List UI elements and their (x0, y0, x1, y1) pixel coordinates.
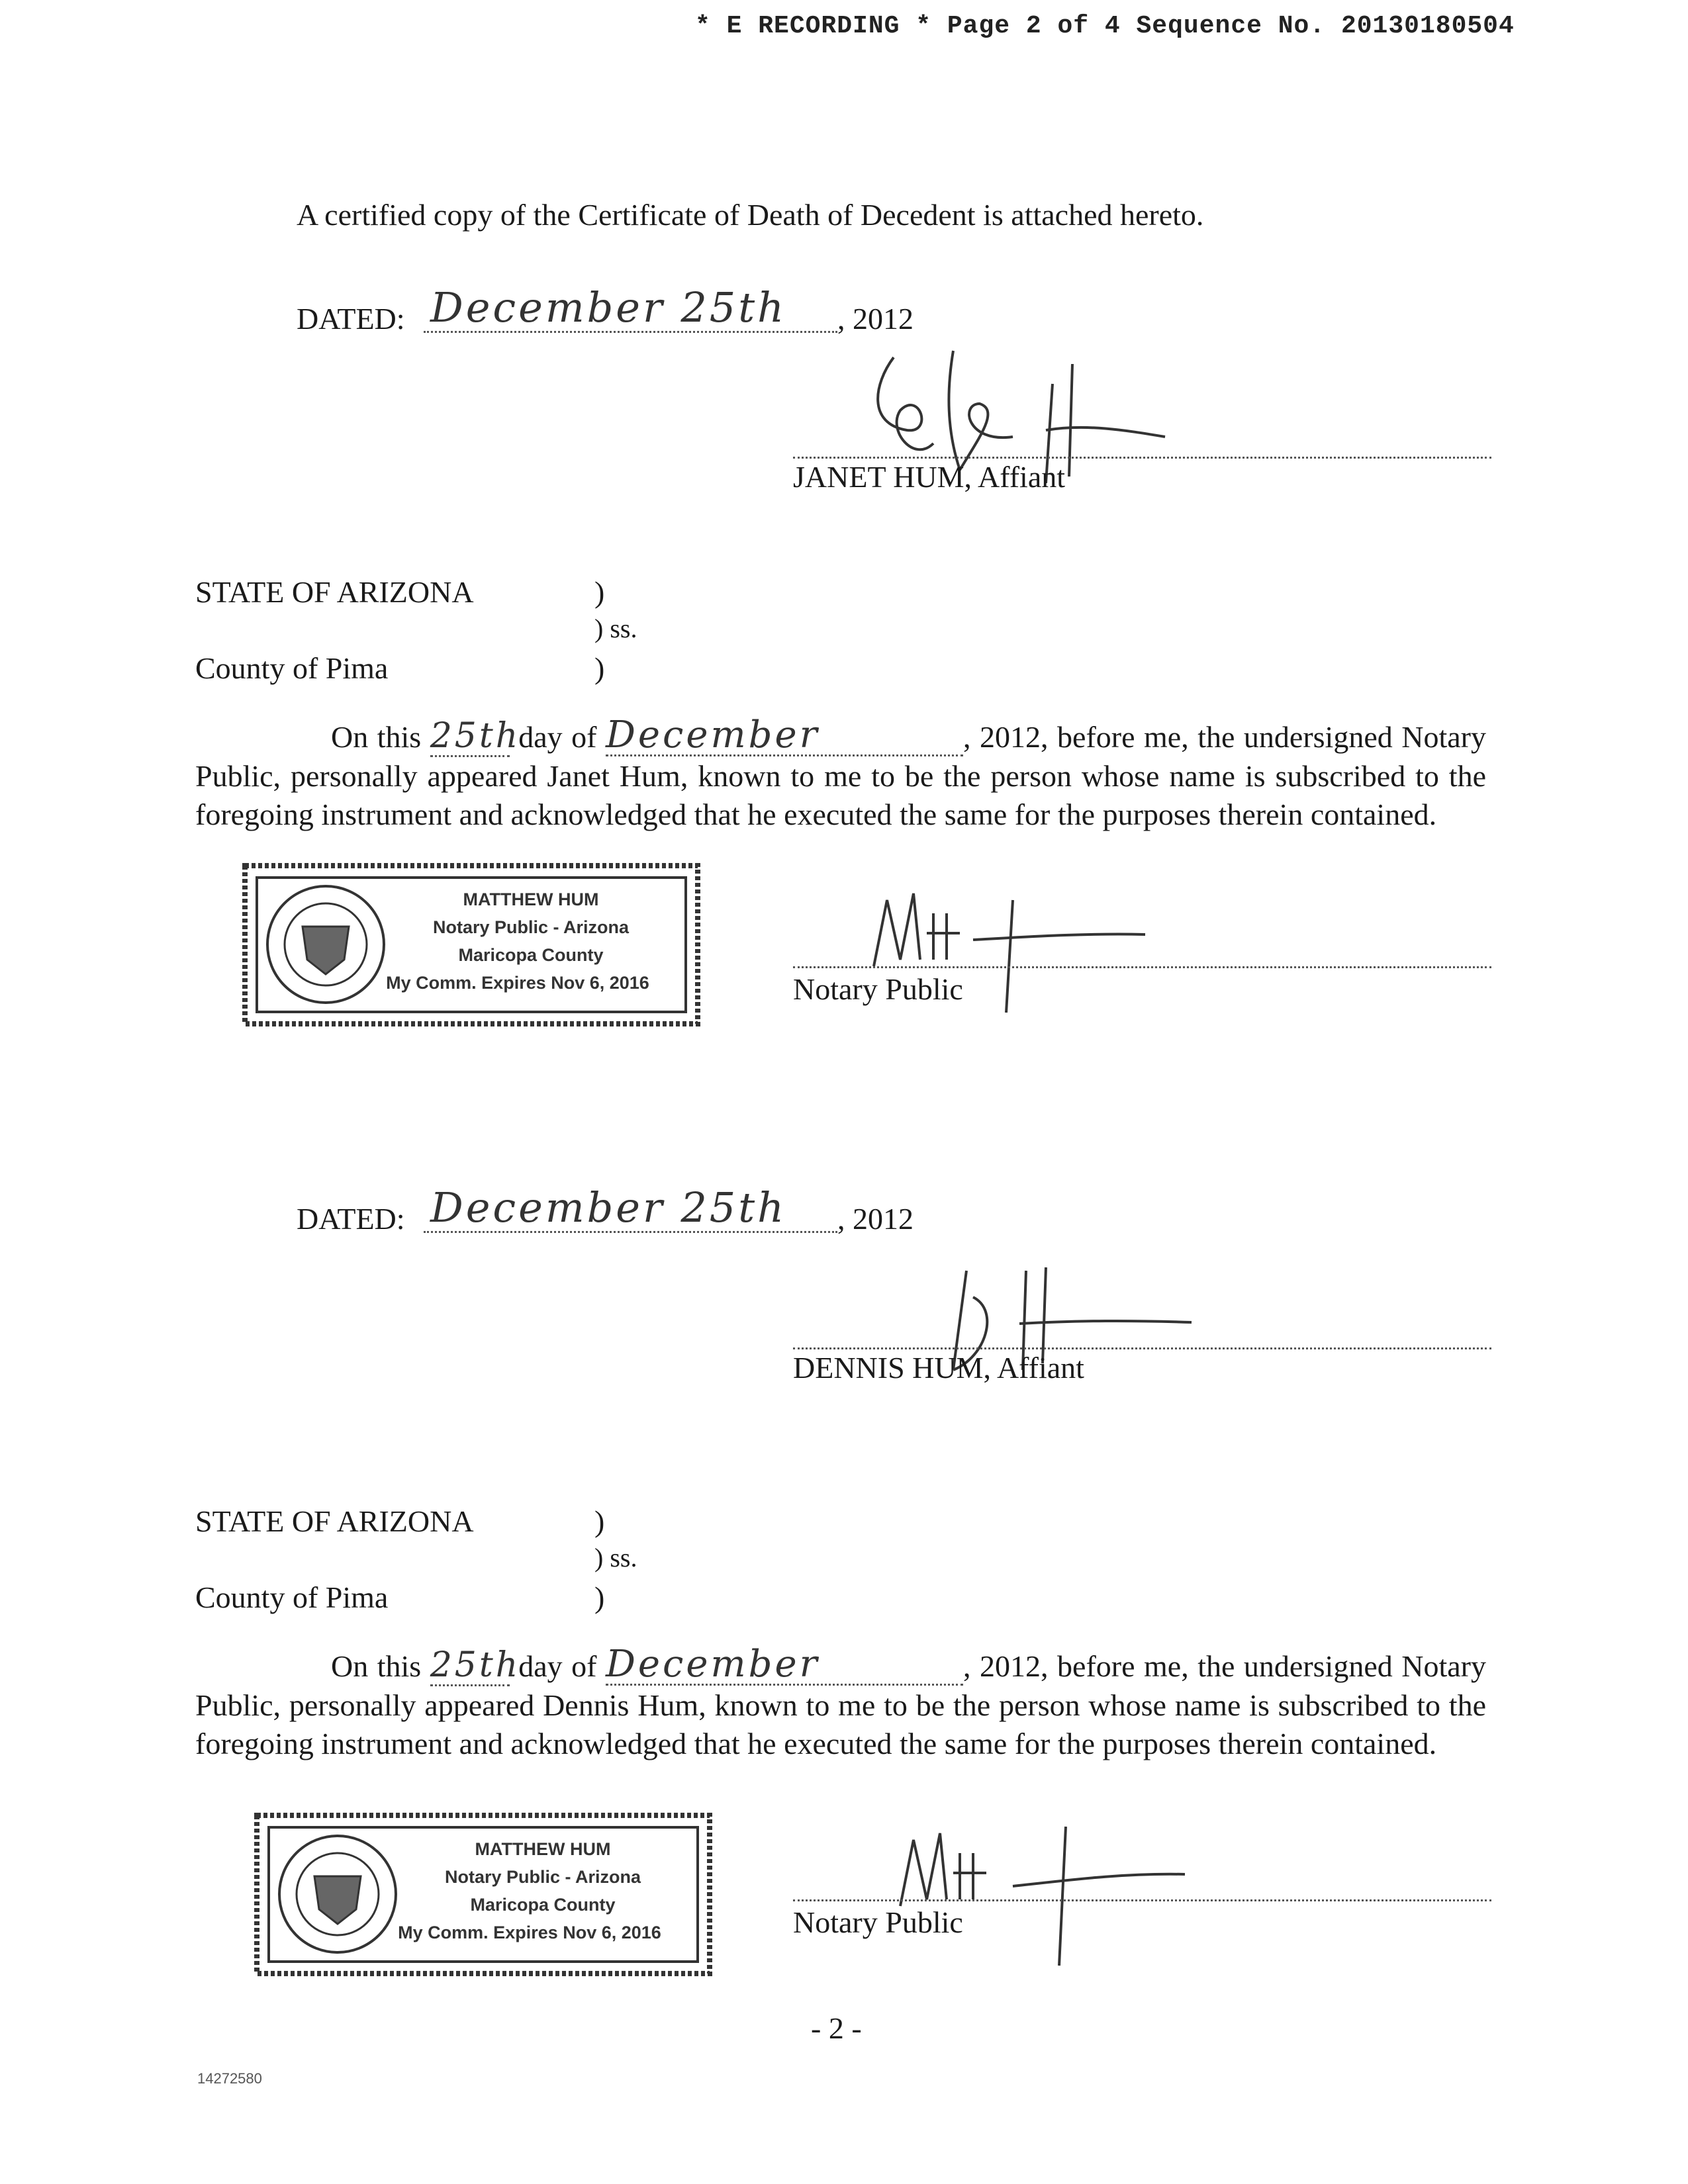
seal-name-2: MATTHEW HUM (475, 1839, 611, 1859)
ack-prefix-2: On this (331, 1649, 422, 1683)
notary-label-2: Notary Public (793, 1905, 963, 1939)
venue-ss-2: ) ss. (594, 1543, 637, 1572)
certificate-note: A certified copy of the Certificate of Death of Decedent is attached hereto. (297, 198, 1204, 232)
affiant-name-1: JANET HUM, Affiant (793, 460, 1066, 494)
ack-day-handwritten-2: 25th (430, 1645, 521, 1685)
seal-name-1: MATTHEW HUM (463, 889, 599, 909)
venue-state-2: STATE OF ARIZONA (195, 1504, 474, 1538)
date-year-2: , 2012 (837, 1202, 914, 1236)
venue-paren-top-1: ) (594, 575, 605, 609)
venue-ss-1: ) ss. (594, 614, 637, 643)
seal-title-1: Notary Public - Arizona (432, 917, 630, 937)
recording-header: * E RECORDING * Page 2 of 4 Sequence No. 20130180504 (695, 12, 1515, 40)
venue-county-1: County of Pima (195, 651, 389, 685)
dated-label-2: DATED: (297, 1202, 405, 1236)
acknowledgment-paragraph-1 (195, 713, 1487, 834)
notary-signature-line-2 (793, 1899, 1491, 1901)
seal-county-1: Maricopa County (458, 945, 604, 965)
venue-county-2: County of Pima (195, 1580, 389, 1614)
acknowledgment-paragraph-2 (195, 1645, 1486, 1763)
seal-expires-2: My Comm. Expires Nov 6, 2016 (398, 1923, 661, 1942)
date-year: , 2012 (837, 302, 914, 336)
ack-prefix: On this (331, 720, 422, 754)
date-fill-line-2 (424, 1231, 837, 1233)
notary-label-1: Notary Public (793, 972, 963, 1006)
ack-month-handwritten-2: December (606, 1645, 963, 1686)
handwritten-date-2: December 25th (430, 1183, 787, 1232)
ack-rest: , 2012, before me, the undersigned Notary Public, personally appeared Janet Hum, known to me to be the person whose name is subscribed to the foregoing instrument and acknowledged that he executed the same for the purposes therein contained. (195, 720, 1487, 831)
venue-paren-bottom-1: ) (594, 651, 605, 685)
notary-seal-2 (252, 1810, 715, 1979)
notary-signature-2 (887, 1813, 1192, 1972)
ack-rest-2: , 2012, before me, the undersigned Notary Public, personally appeared Dennis Hum, known to me to be the person whose name is subscribed to the foregoing instrument and acknowledged that he executed the same for the purposes therein contained. (195, 1649, 1487, 1760)
date-fill-line (424, 331, 837, 333)
ack-month-handwritten: December (606, 716, 963, 756)
affiant-name-2: DENNIS HUM, Affiant (793, 1351, 1084, 1385)
ack-day-of-2: day of (518, 1649, 597, 1683)
ack-day-of: day of (518, 720, 597, 754)
seal-expires-1: My Comm. Expires Nov 6, 2016 (386, 973, 649, 993)
venue-paren-bottom-2: ) (594, 1580, 605, 1614)
notary-seal-1 (240, 860, 703, 1029)
dated-label: DATED: (297, 302, 405, 336)
document-id: 14272580 (197, 2070, 262, 2087)
seal-county-2: Maricopa County (470, 1895, 616, 1915)
handwritten-date: December 25th (430, 283, 787, 332)
affiant-signature-line-2 (793, 1347, 1491, 1349)
seal-title-2: Notary Public - Arizona (444, 1867, 641, 1887)
affiant-signature-line-1 (793, 457, 1491, 459)
notary-signature-line-1 (793, 966, 1491, 968)
venue-state-1: STATE OF ARIZONA (195, 575, 474, 609)
ack-day-handwritten: 25th (430, 716, 521, 756)
venue-paren-top-2: ) (594, 1504, 605, 1538)
page-number: - 2 - (811, 2011, 862, 2045)
